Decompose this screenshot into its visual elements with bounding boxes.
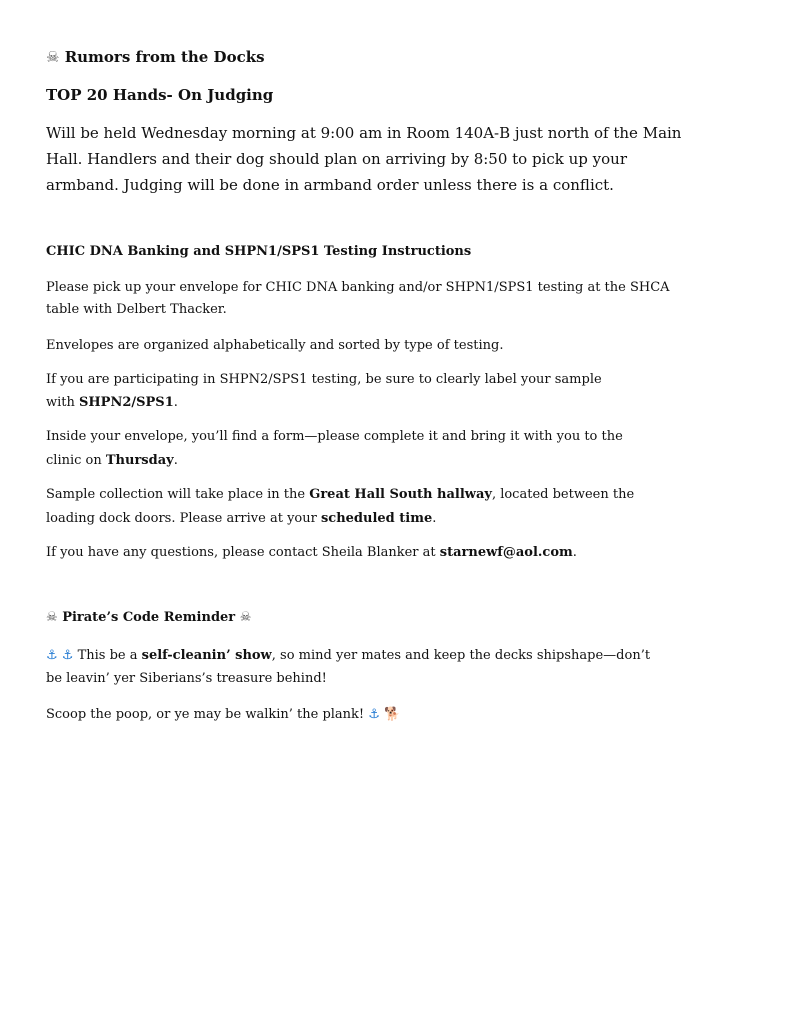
text-segment: . — [572, 545, 577, 560]
text-segment: If you have any questions, please contact Sheila Blanker at — [46, 545, 440, 560]
bold-text: scheduled time — [320, 511, 433, 526]
dna-paragraph-line: Inside your envelope, you’ll find a form—please complete it and bring it with you to the — [46, 429, 623, 444]
text-segment: , located between the — [491, 487, 635, 502]
text-segment: with — [46, 395, 80, 410]
judging-text-line: armband. Judging will be done in armband order unless there is a conflict. — [46, 176, 614, 194]
text-segment: Scoop the poop, or ye may be walkin’ the plank! — [46, 707, 369, 722]
text-segment: loading dock doors. Please arrive at your — [46, 511, 321, 526]
skull-crossbones-icon: ☠ — [46, 610, 58, 625]
text-segment: . — [173, 395, 178, 410]
bold-text: Thursday — [105, 453, 174, 468]
dna-paragraph-line — [46, 484, 634, 506]
rumors-heading — [46, 48, 265, 66]
dna-paragraph-line: If you are participating in SHPN2/SPS1 testing, be sure to clearly label your sample — [46, 372, 602, 387]
bold-text: Great Hall South hallway — [309, 487, 492, 502]
code-paragraph-line: be leavin’ yer Siberians’s treasure behind! — [46, 671, 327, 686]
code-title: Pirate’s Code Reminder — [62, 610, 236, 625]
text-segment: Sample collection will take place in the — [46, 487, 310, 502]
dna-paragraph-line: Envelopes are organized alphabetically and sorted by type of testing. — [46, 338, 504, 353]
dna-paragraph-line: table with Delbert Thacker. — [46, 302, 227, 317]
code-paragraph-line — [46, 704, 400, 726]
rumors-title: Rumors from the Docks — [64, 48, 265, 66]
text-segment: . — [173, 453, 178, 468]
contact-email: starnewf@aol.com — [439, 545, 573, 560]
text-segment: , so mind yer mates and keep the decks shipshape—don’t — [271, 648, 651, 663]
dog-icon: 🐕 — [384, 707, 401, 722]
anchor-icon: ⚓ — [46, 648, 58, 663]
dna-heading: CHIC DNA Banking and SHPN1/SPS1 Testing Instructions — [46, 244, 472, 259]
text-segment: . — [432, 511, 437, 526]
text-segment: This be a — [73, 648, 142, 663]
skull-crossbones-icon: ☠ — [46, 48, 60, 66]
anchor-icon: ⚓ — [368, 707, 380, 722]
skull-crossbones-icon: ☠ — [239, 610, 252, 625]
text-segment: clinic on — [46, 453, 106, 468]
dna-paragraph-line — [46, 542, 577, 564]
dna-paragraph-line: Please pick up your envelope for CHIC DNA banking and/or SHPN1/SPS1 testing at the SHCA — [46, 280, 670, 295]
judging-text-line: Hall. Handlers and their dog should plan on arriving by 8:50 to pick up your — [46, 150, 628, 168]
code-paragraph-line — [46, 645, 650, 667]
code-heading — [46, 610, 251, 625]
dna-paragraph-line — [46, 508, 436, 530]
dna-paragraph-line — [46, 392, 178, 414]
anchor-icon: ⚓ — [61, 648, 74, 663]
judging-heading: TOP 20 Hands- On Judging — [46, 86, 274, 104]
bold-text: SHPN2/SPS1 — [79, 395, 174, 410]
bold-text: self-cleanin’ show — [141, 648, 272, 663]
dna-paragraph-line — [46, 450, 178, 472]
judging-text-line: Will be held Wednesday morning at 9:00 am in Room 140A-B just north of the Main — [46, 124, 682, 142]
